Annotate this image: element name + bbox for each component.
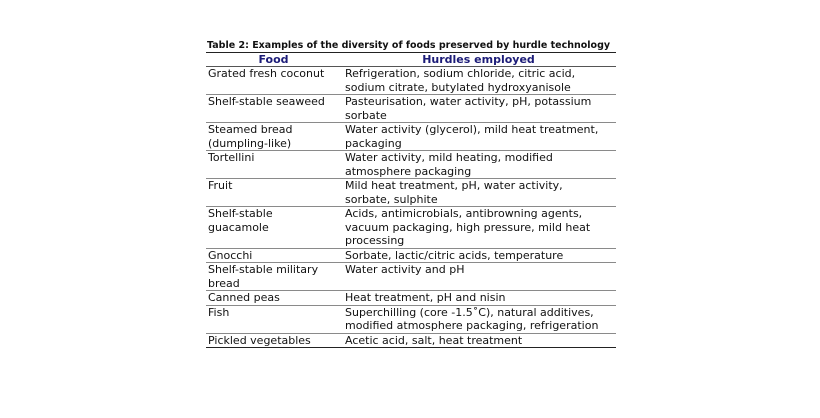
food-line: Tortellini [208, 151, 255, 164]
hurdles-line: Water activity and pH [345, 263, 465, 276]
hurdles-line: Acids, antimicrobials, antibrowning agents, [345, 207, 583, 220]
table-row [206, 95, 616, 123]
food-line: Fruit [208, 179, 233, 192]
hurdles-cell [341, 179, 616, 207]
hurdles-cell [341, 305, 616, 333]
table-caption: Table 2: Examples of the diversity of foods preserved by hurdle technology [207, 40, 611, 51]
hurdles-line: modified atmosphere packaging, refrigeration [345, 319, 599, 332]
hurdles-line: Heat treatment, pH and nisin [345, 291, 506, 304]
food-cell [206, 151, 341, 179]
table-row [206, 305, 616, 333]
hurdles-line: Sorbate, lactic/citric acids, temperature [345, 248, 564, 262]
hurdles-line: sorbate [345, 108, 387, 122]
hurdles-column-header: Hurdles employed [341, 53, 616, 67]
food-line: Pickled vegetables [208, 333, 311, 347]
hurdles-line: atmosphere packaging [345, 164, 472, 178]
food-line: guacamole [208, 220, 269, 234]
food-cell [206, 291, 341, 306]
hurdles-line: Water activity, mild heating, modified [345, 151, 553, 164]
food-cell [206, 95, 341, 123]
table-row [206, 123, 616, 151]
hurdles-cell [341, 123, 616, 151]
hurdles-line: Water activity (glycerol), mild heat treatment, [345, 123, 599, 136]
hurdles-line: vacuum packaging, high pressure, mild heat [345, 220, 591, 234]
hurdles-cell [341, 248, 616, 263]
food-cell [206, 207, 341, 249]
food-line: Grated fresh coconut [208, 67, 325, 80]
table-row [206, 248, 616, 263]
hurdles-line: Mild heat treatment, pH, water activity, [345, 179, 563, 192]
hurdles-cell [341, 333, 616, 348]
food-line: Shelf-stable seaweed [208, 95, 325, 108]
hurdles-cell [341, 151, 616, 179]
food-line: Gnocchi [208, 248, 253, 262]
hurdles-cell [341, 95, 616, 123]
food-line: Canned peas [208, 291, 280, 304]
table-row [206, 207, 616, 249]
food-line: Fish [208, 305, 230, 319]
food-line: Steamed bread [208, 123, 293, 136]
hurdles-line: sodium citrate, butylated hydroxyanisole [345, 80, 571, 94]
hurdles-cell [341, 207, 616, 249]
table-row [206, 151, 616, 179]
hurdles-line: sorbate, sulphite [345, 192, 438, 206]
table-row [206, 333, 616, 348]
table-body [206, 67, 616, 348]
hurdles-cell [341, 263, 616, 291]
table-row [206, 263, 616, 291]
food-line: Shelf-stable [208, 207, 273, 220]
food-column-header: Food [206, 53, 341, 67]
table-row [206, 291, 616, 306]
hurdles-cell [341, 67, 616, 95]
table-row [206, 67, 616, 95]
table-row [206, 179, 616, 207]
hurdles-cell [341, 291, 616, 306]
food-cell [206, 248, 341, 263]
food-cell [206, 123, 341, 151]
food-cell [206, 67, 341, 95]
food-line: bread [208, 276, 240, 290]
food-cell [206, 305, 341, 333]
hurdles-line: packaging [345, 136, 402, 150]
food-cell [206, 263, 341, 291]
food-line: (dumpling-like) [208, 136, 292, 150]
hurdles-line: processing [345, 234, 405, 247]
food-cell [206, 179, 341, 207]
hurdle-table [206, 52, 616, 348]
hurdles-line: Refrigeration, sodium chloride, citric acid, [345, 67, 576, 80]
document [206, 40, 616, 348]
food-cell [206, 333, 341, 348]
hurdles-line: Superchilling (core -1.5˚C), natural additives, [345, 305, 594, 319]
food-line: Shelf-stable military [208, 263, 319, 276]
hurdles-line: Pasteurisation, water activity, pH, potassium [345, 95, 592, 108]
table-header-row [206, 53, 616, 67]
hurdles-line: Acetic acid, salt, heat treatment [345, 333, 523, 347]
